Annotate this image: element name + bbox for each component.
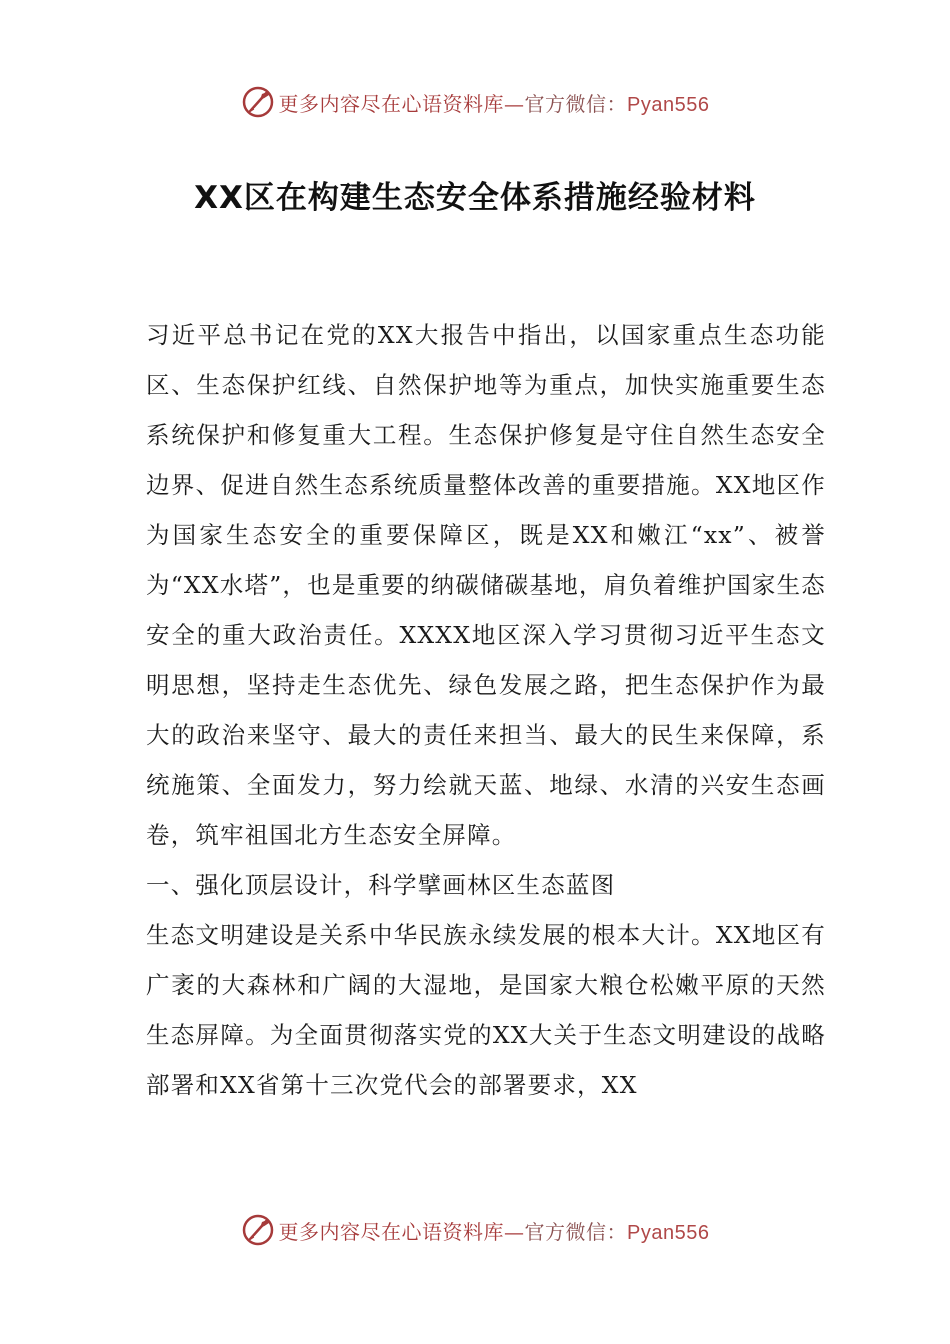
header-banner: [0, 82, 950, 122]
section-heading: 一、强化顶层设计，科学擘画林区生态蓝图: [146, 871, 616, 899]
page-title: XX区在构建生态安全体系措施经验材料: [194, 180, 756, 216]
document-body: [146, 310, 826, 1110]
footer-banner: [0, 1210, 950, 1250]
quill-logo-icon: [241, 85, 275, 119]
paragraph-section-1: 生态文明建设是关系中华民族永续发展的根本大计。XX地区有广袤的大森林和广阔的大湿地，是国家大粮仓松嫩平原的天然生态屏障。为全面贯彻落实党的XX大关于生态文明建设的战略部署和XX省第十三次党代会的部署要求，XX: [146, 921, 826, 1099]
banner-text: 更多内容尽在心语资料库—官方微信：Pyan556: [278, 1219, 710, 1244]
banner-text: 更多内容尽在心语资料库—官方微信：Pyan556: [278, 91, 710, 116]
paragraph-intro: 习近平总书记在党的XX大报告中指出，以国家重点生态功能区、生态保护红线、自然保护地等为重点，加快实施重要生态系统保护和修复重大工程。生态保护修复是守住自然生态安全边界、促进自然生态系统质量整体改善的重要措施。XX地区作为国家生态安全的重要保障区，既是XX和嫩江“xx”、被誉为“XX水塔”，也是重要的纳碳储碳基地，肩负着维护国家生态安全的重大政治责任。XXXX地区深入学习贯彻习近平生态文明思想，坚持走生态优先、绿色发展之路，把生态保护作为最大的政治来坚守、最大的责任来担当、最大的民生来保障，系统施策、全面发力，努力绘就天蓝、地绿、水清的兴安生态画卷，筑牢祖国北方生态安全屏障。: [146, 321, 826, 849]
quill-logo-icon: [241, 1213, 275, 1247]
